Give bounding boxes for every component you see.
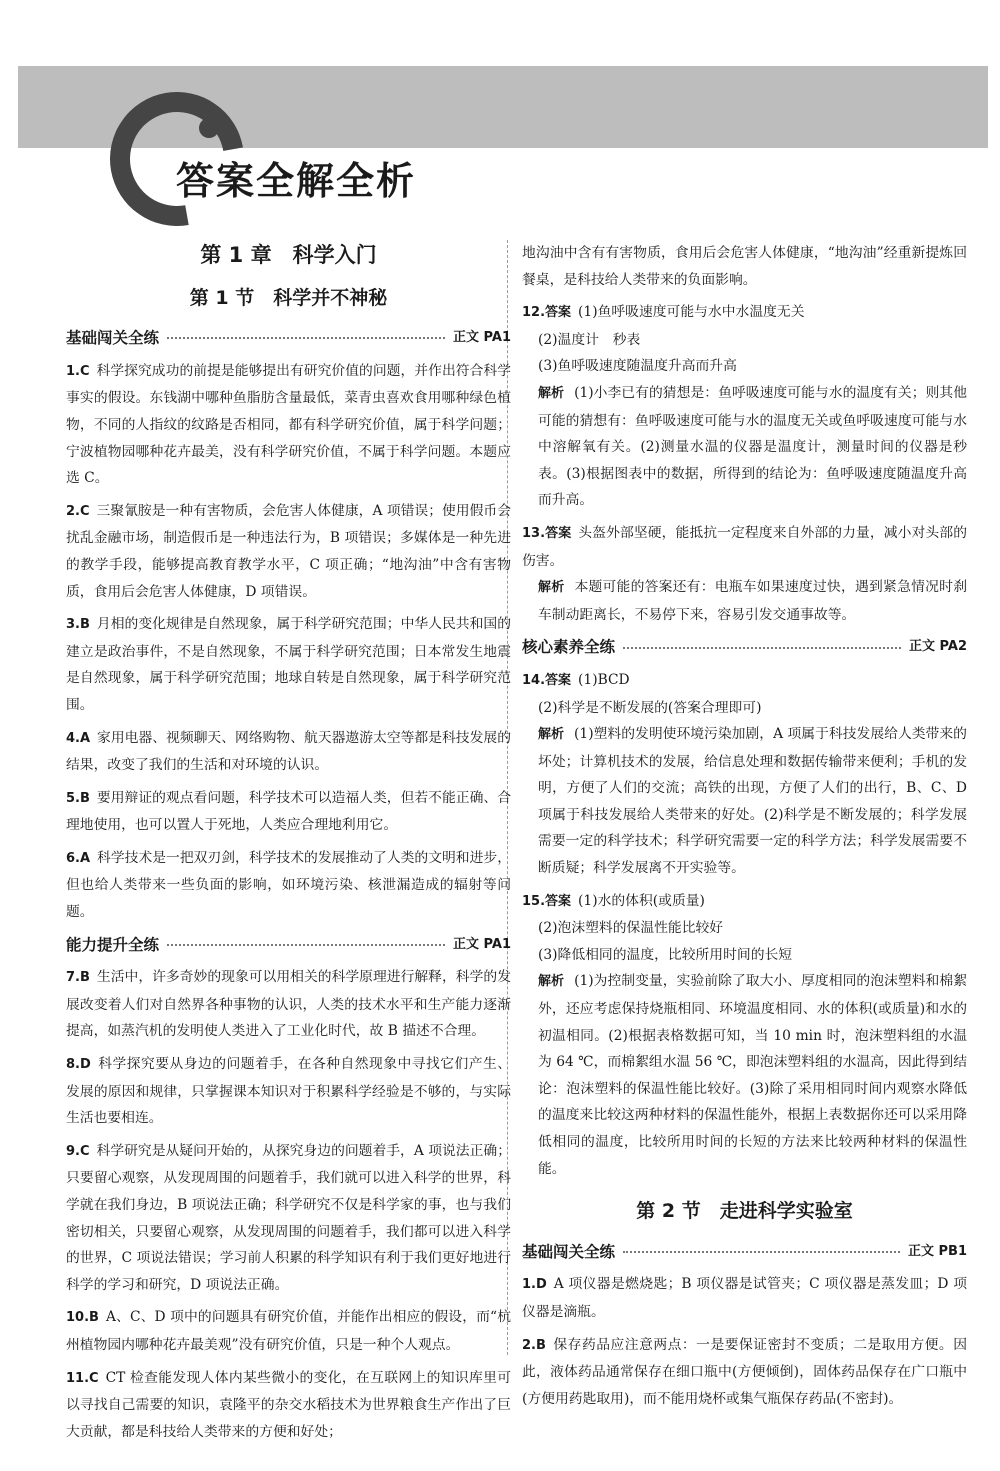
answer-num: 2.B <box>522 1337 546 1353</box>
answer-item <box>66 611 511 718</box>
answer-item <box>522 1271 967 1325</box>
continuation-text: 地沟油中含有有害物质，食用后会危害人体健康，“地沟油”经重新提炼回餐桌，是科技给人类带来的负面影响。 <box>522 245 967 288</box>
answer-text: (2)泡沫塑料的保温性能比较好 <box>538 920 724 937</box>
answer-13 <box>522 520 967 628</box>
s2-basic-header <box>522 1239 967 1266</box>
section-1-title: 第 1 节 科学并不神秘 <box>189 286 388 309</box>
explain-label: 解析 <box>538 727 565 743</box>
chapter-title: 第 1 章 科学入门 <box>200 243 377 267</box>
answer-num: 7.B <box>66 970 90 986</box>
answer-num: 6.A <box>66 850 91 866</box>
s2-basic-ref: 正文 PB1 <box>907 1243 967 1259</box>
s1-ability-header <box>66 932 511 959</box>
explain-text: (1)塑料的发明使环境污染加剧，A 项属于科技发展给人类带来的坏处；计算机技术的发展，给信息处理和数据传输带来便利；手机的发明，方便了人们的交流；高铁的出现，方便了人们的出行，B、C、D 项属于科技发展给人类带来的好处。(2)科学是不断发展的；科学发展需要一定的科学技术；科学研究需要一定的科学方法；科学发展需要不断质疑；科学发展离不开实验等。 <box>538 726 967 877</box>
answer-num: 11.C <box>66 1370 99 1386</box>
spacer <box>522 1188 967 1198</box>
answer-item <box>66 845 511 926</box>
answer-item <box>66 358 511 492</box>
explanation <box>522 574 967 628</box>
answer-text: 科学技术是一把双刃剑，科学技术的发展推动了人类的文明和进步，但也给人类带来一些负面的影响，如环境污染、核泄漏造成的辐射等问题。 <box>66 849 511 921</box>
answer-item <box>522 1332 967 1413</box>
answer-text: CT 检查能发现人体内某些微小的变化，在互联网上的知识库里可以寻找自己需要的知识，袁隆平的杂交水稻技术为世界粮食生产作出了巨大贡献，都是科技给人类带来的方便和好处； <box>66 1369 511 1440</box>
answer-text: 家用电器、视频聊天、网络购物、航天器遨游太空等都是科技发展的结果，改变了我们的生活和对环境的认识。 <box>66 729 511 774</box>
explain-label: 解析 <box>538 385 565 401</box>
answer-num: 8.D <box>66 1057 91 1073</box>
section-2-title: 第 2 节 走进科学实验室 <box>636 1200 853 1223</box>
answer-num: 1.D <box>522 1277 547 1293</box>
explain-label: 解析 <box>538 580 565 596</box>
answer-text: 科学探究要从身边的问题着手，在各种自然现象中寻找它们产生、发展的原因和规律，只掌握课本知识对于积累科学经验是不够的，与实际生活也要相连。 <box>66 1056 511 1127</box>
answer-text: 要用辩证的观点看问题，科学技术可以造福人类，但若不能正确、合理地使用，也可以置人于死地，人类应合理地利用它。 <box>66 789 511 834</box>
explanation <box>522 380 967 514</box>
answer-text: (1)鱼呼吸速度可能与水中水温度无关 <box>578 304 805 321</box>
answer-text: 头盔外部坚硬，能抵抗一定程度来自外部的力量，减小对头部的伤害。 <box>522 524 967 569</box>
s2-basic-name: 基础闯关全练 <box>522 1242 616 1261</box>
right-column <box>522 240 967 1418</box>
answer-text: 科学研究是从疑问开始的，从探究身边的问题着手，A 项说法正确；只要留心观察，从发现周围的问题着手，我们就可以进入科学的世界，科学就在我们身边，B 项说法正确；科学研究不仅是科学家的事，也与我们密切相关，只要留心观察，从发现周围的问题着手，我们都可以进入科学的世界，C 项说法错误；学习前人积累的科学知识有利于我们更好地进行科学的学习和研究，D 项说法正确。 <box>66 1142 511 1293</box>
left-column <box>66 240 511 1451</box>
answer-14 <box>522 667 967 882</box>
dotted-rule <box>623 1251 900 1253</box>
dotted-rule <box>623 647 901 649</box>
answer-text: 三聚氰胺是一种有害物质，会危害人体健康，A 项错误；使用假币会扰乱金融市场，制造假币是一种违法行为，B 项错误；多媒体是一种先进的教学手段，能够提高教育教学水平，C 项正确；“地沟油”中含有害物质，食用后会危害人体健康，D 项错误。 <box>66 502 511 600</box>
answer-item <box>66 1138 511 1299</box>
s1-basic-ref: 正文 PA1 <box>453 330 511 346</box>
explanation <box>522 721 967 882</box>
dotted-rule <box>167 337 445 339</box>
answer-text: (1)BCD <box>578 671 630 688</box>
explain-label: 解析 <box>538 974 565 990</box>
core-name: 核心素养全练 <box>522 638 616 657</box>
s1-basic-header <box>66 325 511 352</box>
answer-num: 2.C <box>66 503 90 519</box>
explain-text: (1)为控制变量，实验前除了取大小、厚度相同的泡沫塑料和棉絮外，还应考虑保持烧瓶相同、环境温度相同、水的体积(或质量)和水的初温相同。(2)根据表格数据可知，当 10 min 时，泡沫塑料组的水温为 64 ℃，而棉絮组水温 56 ℃，即泡沫塑料组的水温高，因此得到结论：泡沫塑料的保温性能比较好。(3)除了采用相同时间内观察水降低的温度来比较这两种材料的保温性能外，根据上表数据你还可以采用降低相同的温度，比较所用时间的长短的方法来比较两种材料的保温性能。 <box>538 973 967 1177</box>
answer-item <box>66 725 511 779</box>
core-header <box>522 634 967 661</box>
page-title: 答案全解全析 <box>176 159 417 203</box>
answer-item <box>66 498 511 605</box>
explain-text: (1)小李已有的猜想是：鱼呼吸速度可能与水的温度有关；则其他可能的猜想有：鱼呼吸速度可能与水的温度无关或鱼呼吸速度可能与水中溶解氧有关。(2)测量水温的仪器是温度计，测量时间的仪器是秒表。(3)根据图表中的数据，所得到的结论为：鱼呼吸速度随温度升高而升高。 <box>538 384 967 509</box>
answer-12 <box>522 299 967 514</box>
s1-ability-name: 能力提升全练 <box>66 935 160 954</box>
core-ref: 正文 PA2 <box>909 639 967 655</box>
answer-num: 12.答案 <box>522 305 572 321</box>
answer-item <box>66 1051 511 1132</box>
answer-text: 保存药品应注意两点：一是要保证密封不变质；二是取用方便。因此，液体药品通常保存在细口瓶中(方便倾倒)，固体药品保存在广口瓶中(方便用药匙取用)，而不能用烧杯或集气瓶保存药品(不密封)。 <box>522 1336 967 1407</box>
answer-text: A、C、D 项中的问题具有研究价值，并能作出相应的假设，而“杭州植物园内哪种花卉最美观”没有研究价值，只是一种个人观点。 <box>66 1309 511 1353</box>
answer-num: 1.C <box>66 363 90 379</box>
answer-text: 月相的变化规律是自然现象，属于科学研究范围；中华人民共和国的建立是政治事件，不是自然现象，不属于科学研究范围；日本常发生地震是自然现象，属于科学研究范围；地球自转是自然现象，属于科学研究范围。 <box>66 616 511 713</box>
s1-ability-ref: 正文 PA1 <box>453 936 511 952</box>
answer-item <box>66 1304 511 1358</box>
answer-num: 15.答案 <box>522 893 572 909</box>
s1-basic-name: 基础闯关全练 <box>66 329 160 348</box>
answer-num: 10.B <box>66 1310 99 1326</box>
answer-num: 3.B <box>66 617 90 633</box>
answer-num: 5.B <box>66 790 90 806</box>
answer-item <box>66 964 511 1045</box>
answer-text: (3)鱼呼吸速度随温度升高而升高 <box>538 358 737 375</box>
answer-text: (1)水的体积(或质量) <box>578 892 705 909</box>
answer-text: 科学探究成功的前提是能够提出有研究价值的问题，并作出符合科学事实的假设。东钱湖中哪种鱼脂肪含量最低，菜青虫喜欢食用哪种绿色植物，不同的人指纹的纹路是否相同，都有科学研究价值，属于科学问题；宁波植物园哪种花卉最美，没有科学研究价值，不属于科学问题。本题应选 C。 <box>66 362 511 487</box>
answer-item <box>66 785 511 839</box>
answer-text: (2)温度计 秒表 <box>538 331 641 348</box>
answer-num: 13.答案 <box>522 525 572 541</box>
answer-text: A 项仪器是燃烧匙；B 项仪器是试管夹；C 项仪器是蒸发皿；D 项仪器是滴瓶。 <box>522 1276 967 1320</box>
answer-num: 9.C <box>66 1143 90 1159</box>
answer-text: 生活中，许多奇妙的现象可以用相关的科学原理进行解释，科学的发展改变着人们对自然界各种事物的认识，人类的技术水平和生产能力逐渐提高，如蒸汽机的发明使人类进入了工业化时代，故 B 描述不合理。 <box>66 969 511 1040</box>
answer-text: (3)降低相同的温度，比较所用时间的长短 <box>538 946 793 963</box>
answer-num: 4.A <box>66 730 91 746</box>
answer-item <box>66 1365 511 1446</box>
answer-num: 14.答案 <box>522 672 572 688</box>
explain-text: 本题可能的答案还有：电瓶车如果速度过快，遇到紧急情况时刹车制动距离长，不易停下来，容易引发交通事故等。 <box>538 579 967 623</box>
dotted-rule <box>167 944 445 946</box>
answer-text: (2)科学是不断发展的(答案合理即可) <box>538 699 762 716</box>
answer-15 <box>522 888 967 1183</box>
ring-dot-decoration <box>199 118 219 138</box>
explanation <box>522 968 967 1182</box>
